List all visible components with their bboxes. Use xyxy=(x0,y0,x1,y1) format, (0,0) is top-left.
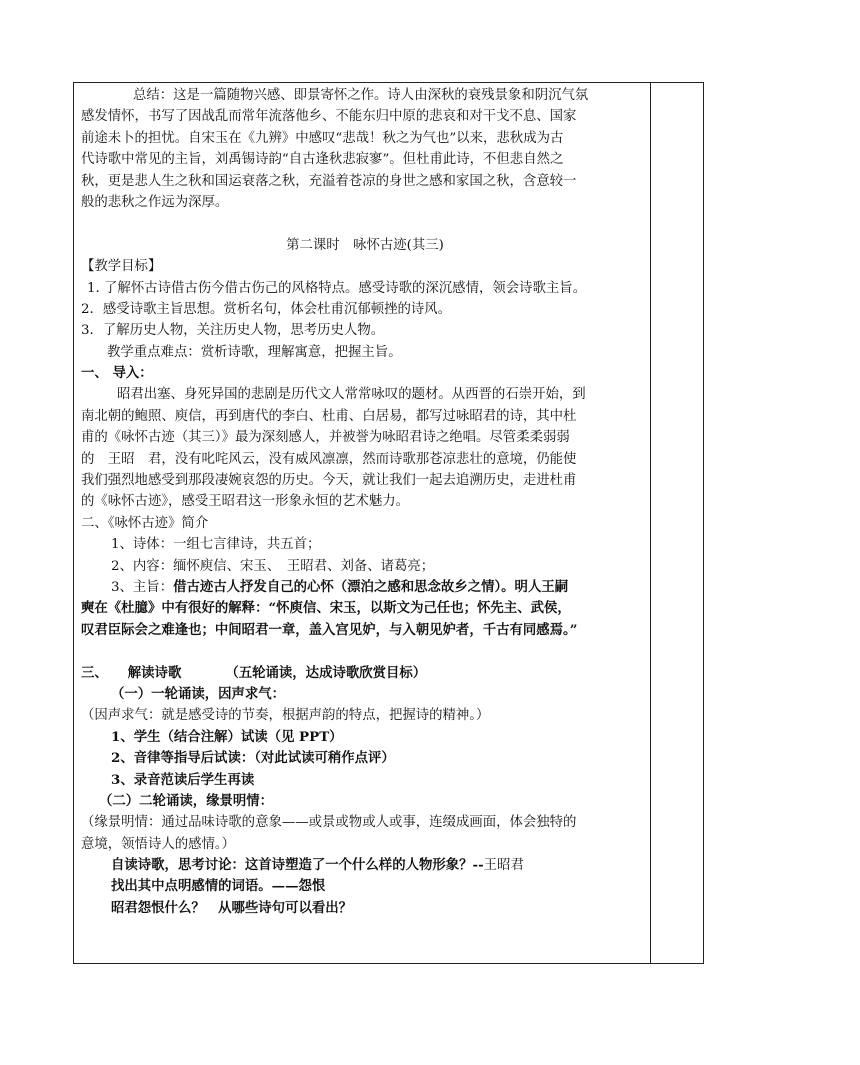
goals-heading: 【教学目标】 xyxy=(81,259,162,275)
round2-note: （缘景明情：通过品味诗歌的意象——或景或物或人或事，连缀成画面，体会独特的 xyxy=(81,815,577,831)
spacer xyxy=(81,213,649,234)
reading-heading-number: 三、 xyxy=(81,664,108,681)
question-1-answer: 王昭君 xyxy=(483,858,524,874)
teaching-focus: 教学重点难点：赏析诗歌，理解寓意，把握主旨。 xyxy=(107,344,402,360)
intro-line: 我们强烈地感受到那段凄婉哀怨的历史。今天，就让我们一起去追溯历史，走进杜甫 xyxy=(81,473,577,489)
round2-heading: （二）二轮诵读，缘景明情： xyxy=(99,792,274,809)
brief-item: 2、内容：缅怀庾信、宋玉、 王昭君、刘备、诸葛亮； xyxy=(111,558,435,574)
theme-label: 3、主旨： xyxy=(111,579,174,595)
goal-item: 1. 了解怀古诗借古伤今借古伤己的风格特点。感受诗歌的深沉感情，领会诗歌主旨。 xyxy=(87,280,587,296)
lesson-table xyxy=(73,82,704,964)
summary-line: 总结：这是一篇随物兴感、即景寄怀之作。诗人由深秋的衰残景象和阴沉气氛 xyxy=(133,88,589,103)
theme-text: 借古迹古人抒发自己的心怀（漂泊之感和思念故乡之情）。明人王嗣 xyxy=(173,578,569,595)
goal-item: 3．了解历史人物，关注历史人物，思考历史人物。 xyxy=(81,323,385,339)
round2-note: 意境，领悟诗人的感情。） xyxy=(81,836,235,852)
theme-text-line: 叹君臣际会之难逢也；中间昭君一章，盖入宫见妒，与入朝见妒者，千古有同感焉。” xyxy=(81,621,578,638)
intro-line: 的《咏怀古迹》，感受王昭君这一形象永恒的艺术魅力。 xyxy=(81,494,410,510)
intro-heading: 一、 导入： xyxy=(81,365,153,382)
brief-item-theme xyxy=(81,577,649,598)
summary-line: 秋，更是悲人生之秋和国运衰落之秋，充溢着苍凉的身世之感和家国之秋，含意较一 xyxy=(81,173,577,189)
question-3: 昭君怨恨什么？ 从哪些诗句可以看出？ xyxy=(111,899,353,916)
question-1 xyxy=(81,855,649,876)
round1-note: （因声求气：就是感受诗的节奏，根据声韵的特点，把握诗的精神。） xyxy=(81,708,490,724)
summary-line: 感发情怀，书写了因战乱而常年流落他乡、不能东归中原的悲哀和对干戈不息、国家 xyxy=(81,109,577,125)
intro-line: 的 王昭 君，没有叱咤风云，没有威风凛凛，然而诗歌那苍凉悲壮的意境，仍能使 xyxy=(81,451,577,467)
question-2: 找出其中点明感情的词语。——怨恨 xyxy=(111,878,326,895)
summary-line: 前途未卜的担忧。自宋玉在《九辨》中感叹“悲哉！秋之为气也”以来，悲秋成为古 xyxy=(81,130,564,146)
brief-item: 1、诗体：一组七言律诗，共五首； xyxy=(111,537,321,553)
goal-item: 2．感受诗歌主旨思想。赏析名句，体会杜甫沉郁顿挫的诗风。 xyxy=(81,301,452,317)
lesson-content xyxy=(81,85,649,919)
round1-step: 2、音律等指导后试读：（对此试读可稍作点评） xyxy=(111,750,395,767)
summary-line: 般的悲秋之作远为深厚。 xyxy=(81,194,229,210)
question-1-text: 自读诗歌，思考讨论：这首诗塑造了一个什么样的人物形象？-- xyxy=(111,857,484,874)
column-divider xyxy=(650,83,651,963)
reading-heading-title: 解读诗歌 xyxy=(127,664,182,681)
intro-line: 甫的《咏怀古迹（其三）》最为深刻感人，并被誉为咏昭君诗之绝唱。尽管柔柔弱弱 xyxy=(81,430,570,446)
round1-heading: （一）一轮诵读，因声求气： xyxy=(111,685,286,702)
intro-line: 昭君出塞、身死异国的悲剧是历代文人常常咏叹的题材。从西晋的石崇开始，到 xyxy=(117,387,586,403)
reading-heading-note: （五轮诵读，达成诗歌欣赏目标） xyxy=(225,664,427,681)
theme-text-line: 奭在《杜臆》中有很好的解释：“怀庾信、宋玉，以斯文为己任也；怀先主、武侯， xyxy=(81,600,571,617)
brief-heading: 二、《咏怀古迹》简介 xyxy=(81,515,209,531)
summary-line: 代诗歌中常见的主旨，刘禹锡诗韵“自古逢秋悲寂寥”。但杜甫此诗，不但悲自然之 xyxy=(81,152,564,168)
round1-step: 3、录音范读后学生再读 xyxy=(111,771,255,788)
reading-heading xyxy=(81,663,649,684)
spacer xyxy=(81,641,649,662)
round1-step: 1、学生（结合注解）试读（见 PPT） xyxy=(111,728,343,745)
lesson-title: 第二课时 咏怀古迹(其三) xyxy=(286,237,444,253)
intro-line: 南北朝的鲍照、庾信，再到唐代的李白、杜甫、白居易，都写过咏昭君的诗，其中杜 xyxy=(81,408,577,424)
